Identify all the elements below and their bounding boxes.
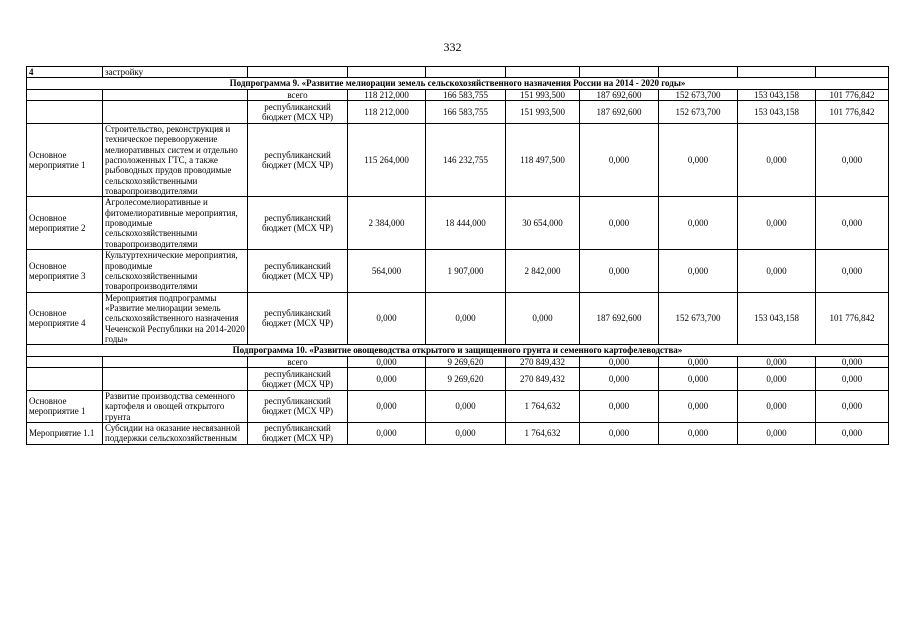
- funding-source: республиканский бюджет (МСХ ЧР): [248, 292, 348, 345]
- value-cell: 118 497,500: [506, 124, 580, 197]
- value-cell: 1 907,000: [426, 250, 506, 292]
- value-cell: 0,000: [738, 250, 816, 292]
- value-cell: 0,000: [738, 356, 816, 367]
- row-activity: [27, 367, 103, 390]
- value-cell: 0,000: [580, 390, 659, 422]
- value-cell: 0,000: [580, 422, 659, 444]
- value-cell: 1 764,632: [506, 390, 580, 422]
- value-cell: 0,000: [816, 390, 889, 422]
- value-cell: 0,000: [816, 124, 889, 197]
- value-cell: 0,000: [659, 422, 738, 444]
- value-cell: 187 692,600: [580, 292, 659, 345]
- table-row: [27, 250, 889, 292]
- value-cell: 0,000: [348, 356, 426, 367]
- value-cell: 0,000: [580, 367, 659, 390]
- value-cell: 0,000: [348, 292, 426, 345]
- value-cell: 0,000: [816, 367, 889, 390]
- value-cell: 152 673,700: [659, 292, 738, 345]
- value-cell: 18 444,000: [426, 197, 506, 250]
- value-cell: 1 764,632: [506, 422, 580, 444]
- value-cell: 166 583,755: [426, 101, 506, 124]
- budget-table: [26, 66, 889, 445]
- row-description: Субсидии на оказание несвязанной поддержки сельскохозяйственным: [103, 422, 248, 444]
- subprogram-header: [27, 78, 889, 89]
- value-cell: 9 269,620: [426, 367, 506, 390]
- table-row: [27, 390, 889, 422]
- value-cell: 101 776,842: [816, 89, 889, 100]
- value-cell: 0,000: [348, 367, 426, 390]
- row-activity: [27, 101, 103, 124]
- value-cell: 0,000: [348, 390, 426, 422]
- value-cell: 153 043,158: [738, 89, 816, 100]
- funding-source: всего: [248, 89, 348, 100]
- row-activity: [27, 356, 103, 367]
- value-cell: 0,000: [426, 390, 506, 422]
- table-row: [27, 89, 889, 100]
- funding-source: республиканский бюджет (МСХ ЧР): [248, 367, 348, 390]
- value-cell: 2 384,000: [348, 197, 426, 250]
- table-row: [27, 422, 889, 444]
- value-cell: 0,000: [580, 197, 659, 250]
- table-row: [27, 367, 889, 390]
- value-cell: 152 673,700: [659, 101, 738, 124]
- row-activity: Основное мероприятие 3: [27, 250, 103, 292]
- row-code: 4: [27, 67, 103, 78]
- table-row: [27, 356, 889, 367]
- subprogram-9-title: Подпрограмма 9. «Развитие мелиорации земель сельскохозяйственного назначения России на 2014 - 2020 годы»: [27, 78, 889, 89]
- value-cell: 101 776,842: [816, 101, 889, 124]
- row-description: Строительство, реконструкция и техническое перевооружение мелиоративных систем и отдельно расположенных ГТС, а также рыбоводных прудов проводимые сельскохозяйственными товаропроизводителями: [103, 124, 248, 197]
- value-cell: 0,000: [659, 124, 738, 197]
- value-cell: 0,000: [659, 356, 738, 367]
- funding-source: республиканский бюджет (МСХ ЧР): [248, 124, 348, 197]
- value-cell: 118 212,000: [348, 101, 426, 124]
- funding-source: республиканский бюджет (МСХ ЧР): [248, 250, 348, 292]
- row-text: застройку: [103, 67, 248, 78]
- value-cell: 146 232,755: [426, 124, 506, 197]
- value-cell: 151 993,500: [506, 89, 580, 100]
- value-cell: 0,000: [738, 124, 816, 197]
- value-cell: 2 842,000: [506, 250, 580, 292]
- value-cell: 152 673,700: [659, 89, 738, 100]
- row-description: [103, 89, 248, 100]
- row-activity: Основное мероприятие 2: [27, 197, 103, 250]
- funding-source: республиканский бюджет (МСХ ЧР): [248, 390, 348, 422]
- table-row: [27, 197, 889, 250]
- value-cell: 0,000: [426, 292, 506, 345]
- value-cell: 166 583,755: [426, 89, 506, 100]
- value-cell: 0,000: [816, 422, 889, 444]
- row-description: [103, 101, 248, 124]
- value-cell: 0,000: [506, 292, 580, 345]
- row-activity: Основное мероприятие 4: [27, 292, 103, 345]
- subprogram-10-title: Подпрограмма 10. «Развитие овощеводства открытого и защищенного грунта и семенного картофелеводства»: [27, 345, 889, 356]
- value-cell: 0,000: [659, 250, 738, 292]
- page-number: 332: [443, 40, 462, 54]
- value-cell: 101 776,842: [816, 292, 889, 345]
- value-cell: 0,000: [738, 367, 816, 390]
- subprogram-header: [27, 345, 889, 356]
- funding-source: всего: [248, 356, 348, 367]
- value-cell: 0,000: [580, 356, 659, 367]
- row-description: Развитие производства семенного картофеля и овощей открытого грунта: [103, 390, 248, 422]
- value-cell: 187 692,600: [580, 101, 659, 124]
- row-description: Культуртехнические мероприятия, проводимые сельскохозяйственными товаропроизводителями: [103, 250, 248, 292]
- row-activity: Основное мероприятие 1: [27, 124, 103, 197]
- value-cell: 0,000: [580, 250, 659, 292]
- value-cell: 0,000: [816, 356, 889, 367]
- value-cell: 0,000: [426, 422, 506, 444]
- value-cell: 564,000: [348, 250, 426, 292]
- value-cell: 187 692,600: [580, 89, 659, 100]
- value-cell: 0,000: [659, 390, 738, 422]
- row-description: Мероприятия подпрограммы «Развитие мелиорации земель сельскохозяйственного назначения Чеченской Республики на 2014-2020 годы»: [103, 292, 248, 345]
- funding-source: республиканский бюджет (МСХ ЧР): [248, 197, 348, 250]
- table-row: [27, 124, 889, 197]
- value-cell: 0,000: [738, 422, 816, 444]
- row-activity: Основное мероприятие 1: [27, 390, 103, 422]
- value-cell: 30 654,000: [506, 197, 580, 250]
- funding-source: республиканский бюджет (МСХ ЧР): [248, 422, 348, 444]
- row-description: [103, 356, 248, 367]
- value-cell: 0,000: [816, 197, 889, 250]
- value-cell: 0,000: [738, 390, 816, 422]
- row-activity: [27, 89, 103, 100]
- value-cell: 0,000: [348, 422, 426, 444]
- value-cell: 0,000: [580, 124, 659, 197]
- row-description: [103, 367, 248, 390]
- row-description: Агролесомелиоративные и фитомелиоративные мероприятия, проводимые сельскохозяйственными товаропроизводителями: [103, 197, 248, 250]
- table-row: [27, 292, 889, 345]
- value-cell: 153 043,158: [738, 101, 816, 124]
- value-cell: 115 264,000: [348, 124, 426, 197]
- value-cell: 0,000: [738, 197, 816, 250]
- value-cell: 0,000: [816, 250, 889, 292]
- value-cell: 0,000: [659, 197, 738, 250]
- value-cell: 270 849,432: [506, 356, 580, 367]
- value-cell: 118 212,000: [348, 89, 426, 100]
- value-cell: 153 043,158: [738, 292, 816, 345]
- value-cell: 151 993,500: [506, 101, 580, 124]
- row-activity: Мероприятие 1.1: [27, 422, 103, 444]
- funding-source: республиканский бюджет (МСХ ЧР): [248, 101, 348, 124]
- value-cell: 0,000: [659, 367, 738, 390]
- value-cell: 9 269,620: [426, 356, 506, 367]
- table-row: [27, 67, 889, 78]
- value-cell: 270 849,432: [506, 367, 580, 390]
- table-row: [27, 101, 889, 124]
